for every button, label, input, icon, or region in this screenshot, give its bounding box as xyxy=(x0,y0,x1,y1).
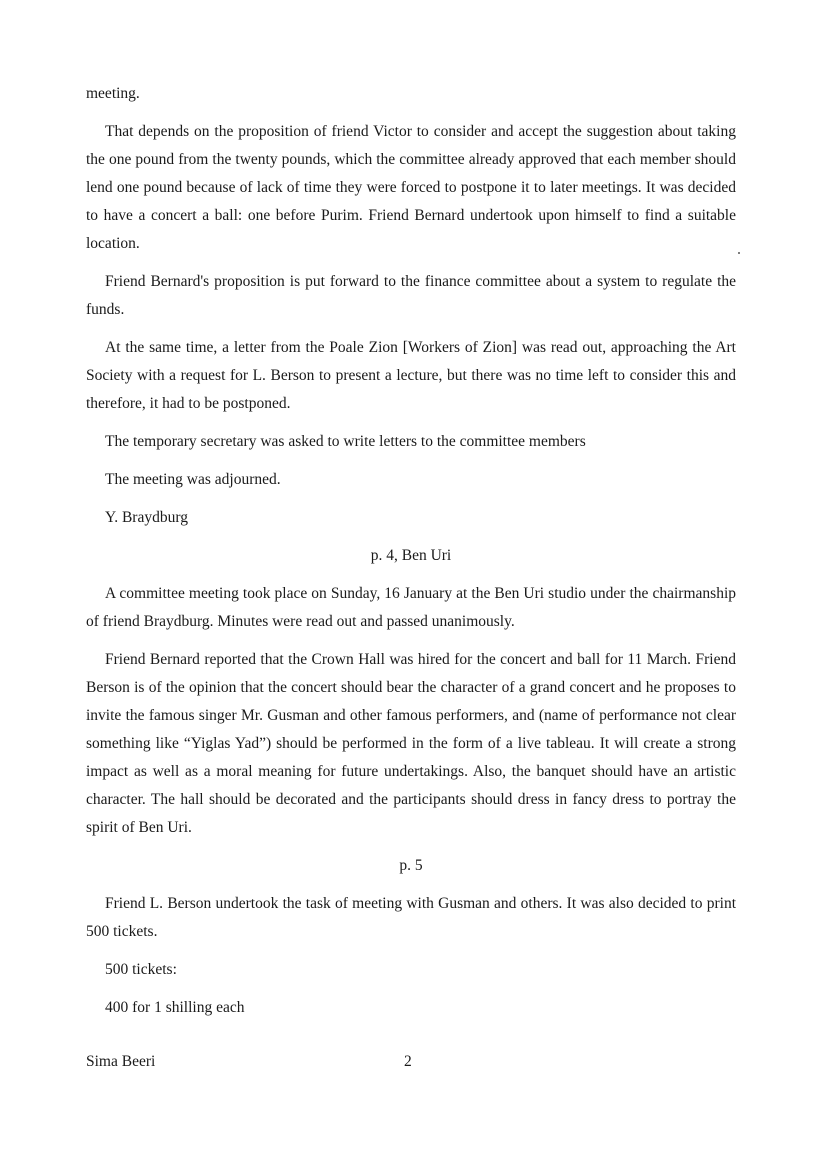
paragraph-signature: Y. Braydburg xyxy=(105,509,188,526)
section-heading-p4: p. 4, Ben Uri xyxy=(370,547,452,564)
document-body xyxy=(86,80,736,1032)
paragraph-crown-hall: Friend Bernard reported that the Crown Hall was hired for the concert and ball for 11 March. Friend Berson is of the opinion that the concert should bear the character of a grand concert and he proposes to invite the famous singer Mr. Gusman and other famous performers, and (name of performance not clear something like “Yiglas Yad”) should be performed in the form of a live tableau. It will create a strong impact as well as a moral meaning for future undertakings. Also, the banquet should have an artistic character. The hall should be decorated and the participants should dress in fancy dress to portray the spirit of Ben Uri. xyxy=(86,651,736,836)
paragraph-meeting: meeting. xyxy=(86,85,140,102)
paragraph-tickets-price: 400 for 1 shilling each xyxy=(105,999,245,1016)
paragraph-temporary-secretary: The temporary secretary was asked to write letters to the committee members xyxy=(105,433,586,450)
paragraph-berson-task: Friend L. Berson undertook the task of meeting with Gusman and others. It was also decided to print 500 tickets. xyxy=(86,895,736,940)
paragraph-meeting-adjourned: The meeting was adjourned. xyxy=(105,471,281,488)
section-heading-p5: p. 5 xyxy=(399,857,423,874)
paragraph-proposition-victor: That depends on the proposition of friend Victor to consider and accept the suggestion about taking the one pound from the twenty pounds, which the committee already approved that each member should lend one pound because of lack of time they were forced to postpone it to later meetings. It was decided to have a concert a ball: one before Purim. Friend Bernard undertook upon himself to find a suitable location. xyxy=(86,123,736,252)
footer-page-number: 2 xyxy=(404,1053,412,1070)
scan-speck xyxy=(738,252,740,254)
page-footer xyxy=(86,1050,736,1074)
paragraph-tickets-heading: 500 tickets: xyxy=(105,961,177,978)
footer-author: Sima Beeri xyxy=(86,1053,156,1070)
paragraph-bernard-proposition: Friend Bernard's proposition is put forward to the finance committee about a system to regulate the funds. xyxy=(86,273,736,318)
paragraph-committee-meeting: A committee meeting took place on Sunday, 16 January at the Ben Uri studio under the chairmanship of friend Braydburg. Minutes were read out and passed unanimously. xyxy=(86,585,736,630)
paragraph-poale-zion-letter: At the same time, a letter from the Poale Zion [Workers of Zion] was read out, approaching the Art Society with a request for L. Berson to present a lecture, but there was no time left to consider this and therefore, it had to be postponed. xyxy=(86,339,736,412)
